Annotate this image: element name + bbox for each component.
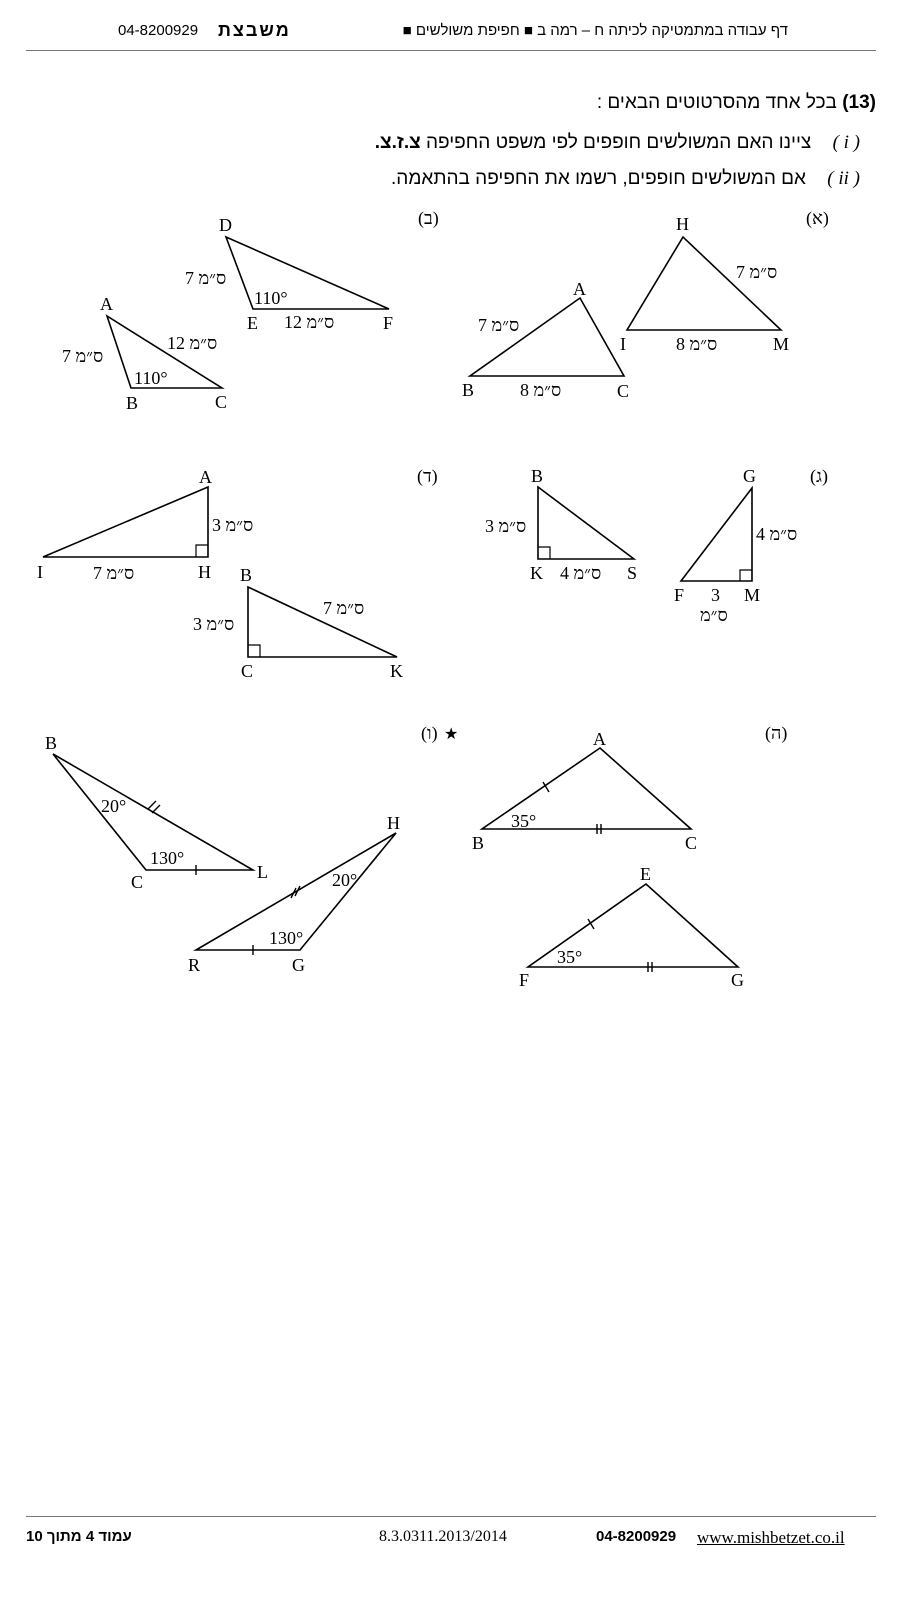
side-label: 7 ס״מ: [736, 262, 778, 282]
footer-url-link[interactable]: www.mishbetzet.co.il: [697, 1528, 845, 1547]
item-number: ( i ): [832, 132, 860, 153]
figures: [30, 200, 890, 1020]
side-label: 7 ס״מ: [478, 315, 520, 335]
part-label-b: (ב): [418, 208, 439, 228]
triangle-a1: [627, 237, 781, 330]
side-label: 12 ס״מ: [284, 312, 335, 332]
item-number: ( ii ): [827, 168, 860, 189]
vertex-M: M: [744, 585, 761, 605]
star-icon: ★: [444, 726, 459, 743]
item-text: ציינו האם המשולשים חופפים לפי משפט החפיפה: [425, 132, 812, 153]
part-label-d: (ד): [417, 466, 438, 486]
vertex-R: R: [188, 955, 201, 975]
footer-divider: [26, 1516, 876, 1517]
right-angle-mark: [248, 645, 260, 657]
part-label-e: (ה): [765, 723, 788, 743]
vertex-K: K: [390, 661, 403, 681]
vertex-B: B: [45, 733, 58, 753]
vertex-C: C: [617, 381, 630, 401]
angle-label: 20°: [101, 796, 127, 816]
header-text: דף עבודה במתמטיקה לכיתה ח – רמה ב ■ חפיפת משולשים ■: [402, 22, 788, 39]
angle-label: 130°: [269, 928, 304, 948]
vertex-F: F: [519, 970, 530, 990]
vertex-I: I: [37, 562, 43, 582]
vertex-S: S: [627, 563, 638, 583]
angle-label: 110°: [134, 368, 168, 388]
vertex-A: A: [199, 467, 212, 487]
vertex-F: F: [383, 313, 394, 333]
side-label: 7 ס״מ: [62, 346, 104, 366]
angle-label: 20°: [332, 870, 358, 890]
side-label: 3 ס״מ: [212, 515, 254, 535]
side-label: 7 ס״מ: [323, 598, 365, 618]
question-item-ii: [391, 168, 860, 190]
triangle-a2: [470, 298, 624, 376]
side-label: 3: [711, 585, 720, 605]
angle-label: 35°: [557, 947, 583, 967]
vertex-F: F: [674, 585, 685, 605]
side-label: 12 ס״מ: [167, 333, 218, 353]
side-label: 3 ס״מ: [485, 516, 527, 536]
right-angle-mark: [196, 545, 208, 557]
header-divider: [26, 50, 876, 51]
triangle-c1: [681, 488, 752, 581]
footer-page: עמוד 4 מתוך 10: [26, 1528, 132, 1545]
angle-label: 110°: [254, 288, 288, 308]
vertex-A: A: [100, 294, 113, 314]
side-label: 7 ס״מ: [185, 268, 227, 288]
side-label: 8 ס״מ: [676, 334, 718, 354]
vertex-L: L: [257, 862, 268, 882]
vertex-B: B: [126, 393, 139, 413]
vertex-E: E: [640, 864, 651, 884]
vertex-B: B: [240, 565, 253, 585]
question-title-text: בכל אחד מהסרטוטים הבאים :: [596, 92, 837, 113]
vertex-C: C: [241, 661, 254, 681]
tick-mark: [291, 888, 296, 898]
part-label-a: (א): [806, 208, 829, 228]
vertex-C: C: [131, 872, 144, 892]
vertex-K: K: [530, 563, 543, 583]
side-label: 4 ס״מ: [756, 524, 798, 544]
triangle-c2: [538, 487, 634, 559]
vertex-I: I: [620, 334, 626, 354]
tick-mark: [152, 805, 160, 813]
vertex-A: A: [593, 729, 606, 749]
tick-mark: [148, 801, 156, 809]
item-bold: צ.ז.צ.: [374, 132, 421, 153]
vertex-C: C: [215, 392, 228, 412]
vertex-A: A: [573, 279, 586, 299]
part-label-c: (ג): [810, 466, 828, 486]
vertex-G: G: [292, 955, 305, 975]
footer-phone: 04-8200929: [596, 1528, 677, 1545]
right-angle-mark: [740, 570, 752, 581]
part-label-f: (ו): [421, 723, 438, 743]
side-label: 7 ס״מ: [93, 563, 135, 583]
vertex-M: M: [773, 334, 790, 354]
question-item-i: [375, 132, 860, 154]
angle-label: 35°: [511, 811, 537, 831]
vertex-B: B: [462, 380, 475, 400]
triangle-d1: [43, 487, 208, 557]
footer-code: 8.3.0311.2013/2014: [379, 1528, 507, 1545]
right-angle-mark: [538, 547, 550, 559]
side-label: 8 ס״מ: [520, 380, 562, 400]
vertex-H: H: [198, 562, 211, 582]
vertex-D: D: [219, 215, 232, 235]
side-label-unit: ס״מ: [700, 605, 728, 625]
vertex-C: C: [685, 833, 698, 853]
question-title: [597, 92, 876, 114]
angle-label: 130°: [150, 848, 185, 868]
vertex-E: E: [247, 313, 258, 333]
side-label: 4 ס״מ: [560, 563, 602, 583]
question-number: (13): [842, 92, 876, 113]
triangle-b1: [226, 237, 389, 309]
logo: משבצת: [218, 20, 291, 40]
vertex-H: H: [676, 214, 689, 234]
item-text: אם המשולשים חופפים, רשמו את החפיפה בהתאמה.: [391, 168, 806, 189]
header-phone: 04-8200929: [118, 22, 199, 39]
side-label: 3 ס״מ: [193, 614, 235, 634]
vertex-B: B: [472, 833, 485, 853]
vertex-G: G: [731, 970, 744, 990]
vertex-B: B: [531, 466, 544, 486]
vertex-G: G: [743, 466, 756, 486]
vertex-H: H: [387, 813, 400, 833]
